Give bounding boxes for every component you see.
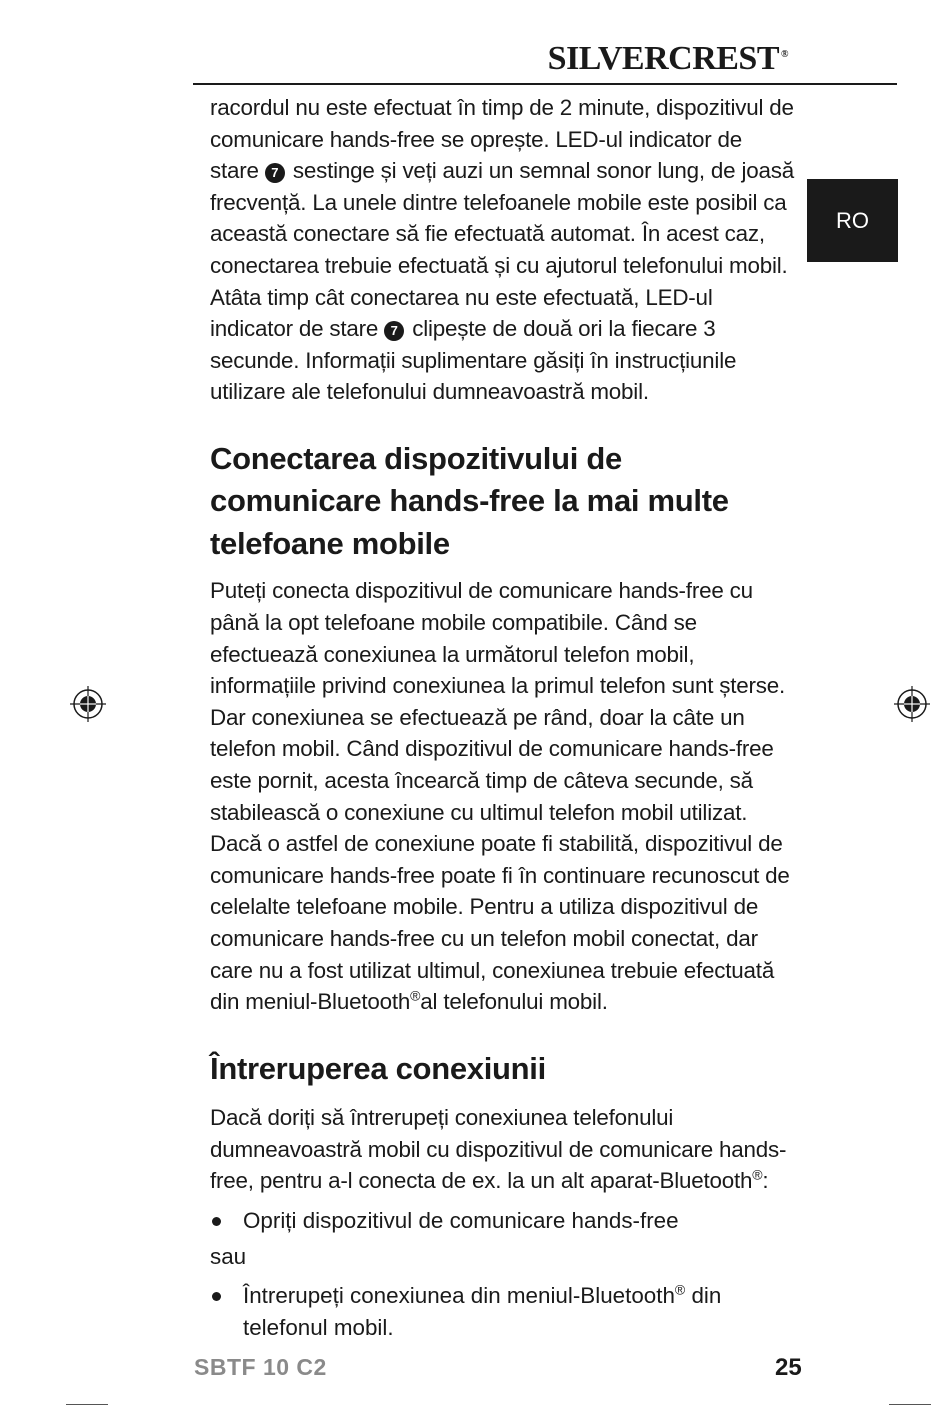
brand-name-part1: SILVER: [547, 40, 669, 77]
bullet-item-disconnect-menu: [210, 1280, 794, 1343]
page-number: 25: [775, 1354, 802, 1381]
crop-mark: [66, 1404, 108, 1405]
language-tab: RO: [807, 179, 898, 262]
section2-intro-end: :: [762, 1168, 769, 1194]
registered-mark: ®: [674, 1281, 686, 1298]
intro-text-1: racordul nu este efectuat în timp de 2 minute, dispozitivul de comunicare hands-free se oprește. LED-ul indicator de stare: [210, 95, 794, 184]
bullet-text: [243, 1280, 794, 1343]
registered-mark: ®: [752, 1166, 763, 1183]
brand-registered-mark: ®: [781, 48, 788, 60]
section1-body-text: Puteți conecta dispozitivul de comunicare hands-free cu până la opt telefoane mobile compatibile. Când se efectuează conexiunea la următorul telefon mobil, informațiile privind conexiunea la primul telefon sunt șterse. Dar conexiunea se efectuează pe rând, doar la câte un telefon mobil. Când dispozitivul de comunicare hands-free este pornit, acesta încearcă timp de câteva secunde, să stabilească o conexiune cu ultimul telefon mobil utilizat. Dacă o astfel de conexiune poate fi stabilită, dispozitivul de comunicare hands-free poate fi în continuare recunoscut de celelalte telefoane mobile. Pentru a utiliza dispozitivul de comunicare hands-free cu un telefon mobil conectat, dar care nu a fost utilizat ultimul, conexiunea trebuie efectuată din meniul-Bluetooth: [210, 578, 790, 1015]
section1-body-end: al telefonului mobil.: [420, 989, 608, 1015]
intro-paragraph: [210, 92, 794, 408]
status-led-badge: 7: [384, 321, 404, 341]
registration-mark-icon: [894, 686, 930, 722]
section-heading-multiple-phones: Conectarea dispozitivului de comunicare hands-free la mai multe telefoane mobile: [210, 440, 729, 561]
bullet-item-power-off: [210, 1205, 794, 1237]
section2-intro-text: Dacă doriți să întrerupeți conexiunea telefonului dumneavoastră mobil cu dispozitivul de comunicare hands-free, pentru a-l conecta de ex. la un alt aparat-Bluetooth: [210, 1105, 787, 1194]
registration-mark-icon: [70, 686, 106, 722]
bullet-text: Opriți dispozitivul de comunicare hands-free: [243, 1208, 679, 1234]
bullet-icon: [212, 1292, 221, 1301]
brand-logo: [548, 40, 788, 78]
section-body-multiple-phones: [210, 575, 794, 1017]
brand-name-part2: CREST: [668, 40, 780, 77]
bullet2-text: Întrerupeți conexiunea din meniul-Bluetooth: [243, 1283, 675, 1309]
bullet-icon: [212, 1217, 221, 1226]
page-content: [210, 92, 794, 1343]
section-intro-disconnect: [210, 1102, 794, 1197]
status-led-badge: 7: [265, 163, 285, 183]
registered-mark: ®: [410, 987, 421, 1004]
intro-text-2: sestinge și veți auzi un semnal sonor lung, de joasă frecvență. La unele dintre telefoanele mobile este posibil ca această conectare să fie efectuată automat. În acest caz, conectarea trebuie efectuată și cu ajutorul telefonului mobil. Atâta timp cât conectarea nu este efectuată, LED-ul indicator de stare: [210, 158, 794, 342]
bullet2-text-end: din telefonul mobil.: [243, 1283, 722, 1340]
or-connector: sau: [210, 1243, 247, 1269]
header-divider: [193, 83, 897, 85]
footer-model-number: SBTF 10 C2: [194, 1354, 327, 1380]
section-heading-disconnect: Întreruperea conexiunii: [210, 1050, 546, 1086]
crop-mark: [889, 1404, 931, 1405]
intro-text-3: clipește de două ori la fiecare 3 secunde. Informații suplimentare găsiți în instrucțiunile utilizare ale telefonului dumneavoastră mobil.: [210, 316, 737, 405]
